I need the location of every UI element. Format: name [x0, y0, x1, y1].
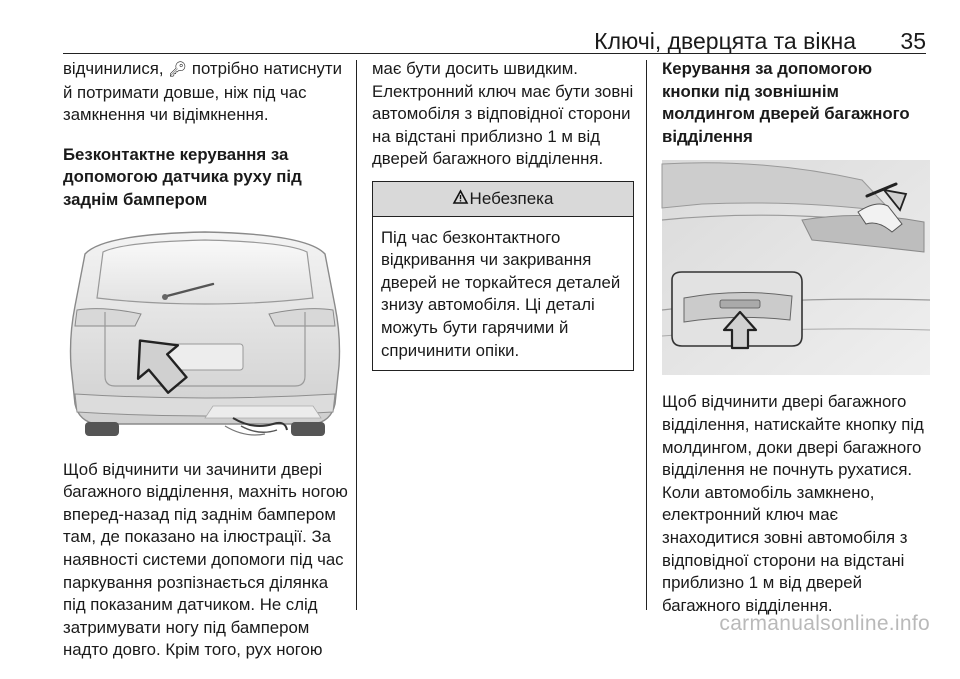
warning-header [373, 182, 633, 217]
page-number: 35 [900, 28, 926, 54]
warning-box [372, 181, 634, 371]
body-paragraph: Щоб відчинити дверi багажного вiддiлення, натискайте кнопку під молдингом, доки дверi багажного вiддiлення не почнуть рухатися. Коли автомобіль замкнено, електронний ключ має знаходитися зовні автомобіля з відповідної сторони на відстані приблизно 1 м від дверей багажного відділення. [662, 392, 924, 615]
warning-text: Під час безконтактного відкривання чи закривання дверей не торкайтеся деталей знизу автомобіля. Ці деталі можуть бути гарячими й спричинити опіки. [381, 227, 621, 360]
tailgate-button-illustration [662, 160, 930, 375]
page-header [0, 0, 960, 52]
column-divider [646, 60, 647, 610]
section-title: Ключі, дверцята та вікна [594, 28, 856, 54]
column-right [662, 58, 930, 634]
warning-triangle-icon [453, 188, 468, 211]
key-icon: 🔑︎ [168, 61, 188, 78]
intro-paragraph: має бути досить швидким. Електронний ключ має бути зовні автомобіля з відповідної сторони на відстані приблизно 1 м від дверей багажного відділення. [372, 59, 634, 169]
column-left [63, 58, 348, 679]
intro-paragraph: відчинилися, 🔑︎ потрібно натиснути й потримати довше, ніж під час замкнення чи відімкнення. [63, 59, 342, 125]
section-heading: Безконтактне керування за допомогою датчика руху під заднім бампером [63, 144, 302, 209]
rear-bumper-illustration [63, 226, 348, 441]
watermark: carmanualsonline.info [719, 612, 930, 635]
column-middle [372, 58, 634, 371]
header-divider [63, 53, 926, 54]
section-heading: Керування за допомогою кнопки під зовнішнім молдингом дверей багажного відділення [662, 59, 910, 146]
warning-title: Небезпека [469, 188, 554, 208]
column-divider [356, 60, 357, 610]
body-paragraph: Щоб відчинити чи зачинити дверi багажного вiддiлення, махніть ногою вперед-назад під заднім бампером там, де показано на ілюстрації. За наявності системи допомоги під час паркування розпізнається ділянка під показаним датчиком. Не слід затримувати ногу під бампером надто довго. Крім того, рух ногою [63, 459, 348, 660]
